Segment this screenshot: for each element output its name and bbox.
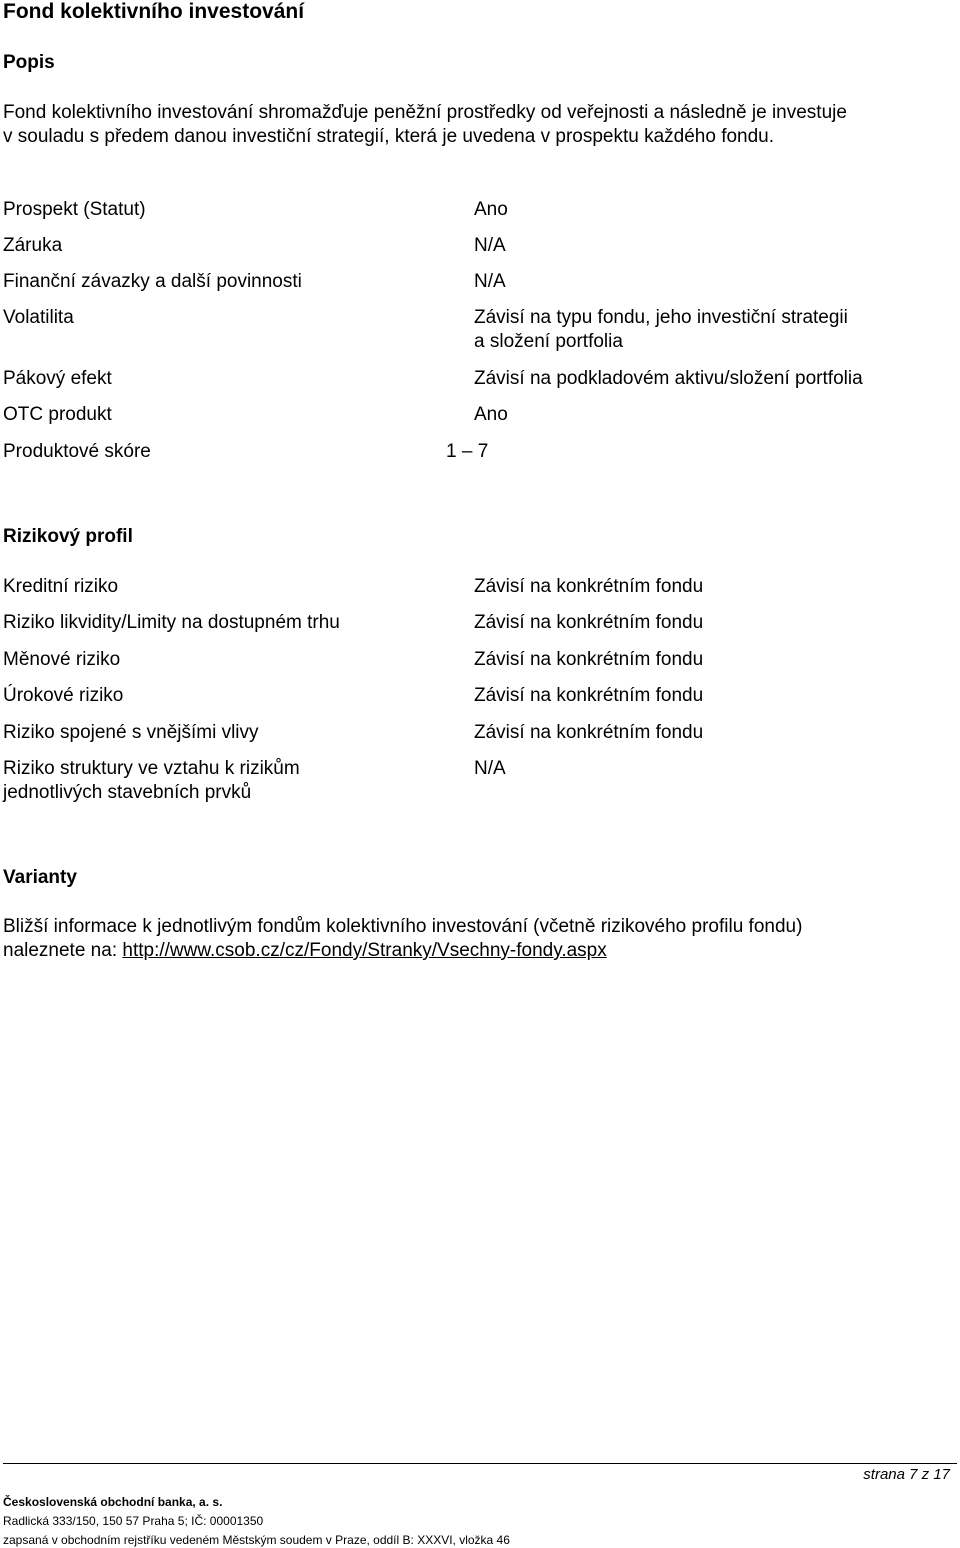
section-heading-popis: Popis	[3, 52, 55, 73]
risk-label-likvidita: Riziko likvidity/Limity na dostupném trhu	[3, 612, 340, 633]
footer-registry: zapsaná v obchodním rejstříku vedeném Městským soudem v Praze, oddíl B: XXXVI, vložka 46	[3, 1533, 510, 1547]
property-value-pakovy-efekt: Závisí na podkladovém aktivu/složení portfolia	[474, 368, 863, 389]
risk-value-likvidita: Závisí na konkrétním fondu	[474, 612, 704, 633]
risk-value-menove: Závisí na konkrétním fondu	[474, 649, 704, 670]
property-label-financni-zavazky: Finanční závazky a další povinnosti	[3, 271, 302, 292]
property-value-otc: Ano	[474, 404, 508, 425]
property-label-volatilita: Volatilita	[3, 307, 74, 328]
popis-text-line1: Fond kolektivního investování shromažďuje peněžní prostředky od veřejnosti a následně je investuje	[3, 102, 847, 123]
section-heading-varianty: Varianty	[3, 867, 77, 888]
property-label-pakovy-efekt: Pákový efekt	[3, 368, 112, 389]
document-title: Fond kolektivního investování	[3, 0, 305, 23]
risk-label-urokove: Úrokové riziko	[3, 685, 124, 706]
footer-address: Radlická 333/150, 150 57 Praha 5; IČ: 00001350	[3, 1514, 264, 1528]
risk-label-struktura-line1: Riziko struktury ve vztahu k rizikům	[3, 758, 300, 779]
risk-label-struktura-line2: jednotlivých stavebních prvků	[3, 782, 252, 803]
variants-text-line1: Bližší informace k jednotlivým fondům kolektivního investování (včetně rizikového profilu fondu)	[3, 916, 803, 937]
property-value-financni-zavazky: N/A	[474, 271, 506, 292]
property-value-volatilita-line1: Závisí na typu fondu, jeho investiční strategii	[474, 307, 848, 328]
property-label-prospekt: Prospekt (Statut)	[3, 199, 146, 220]
footer-company: Československá obchodní banka, a. s.	[3, 1495, 223, 1509]
property-label-produktove-skore: Produktové skóre	[3, 441, 151, 462]
risk-label-menove: Měnové riziko	[3, 649, 121, 670]
risk-value-vnejsi-vlivy: Závisí na konkrétním fondu	[474, 722, 704, 743]
property-value-volatilita-line2: a složení portfolia	[474, 331, 623, 352]
risk-value-kreditni: Závisí na konkrétním fondu	[474, 576, 704, 597]
property-label-otc: OTC produkt	[3, 404, 112, 425]
popis-text-line2: v souladu s předem danou investiční strategií, která je uvedena v prospektu každého fondu.	[3, 126, 775, 147]
footer-divider	[3, 1463, 957, 1464]
risk-value-urokove: Závisí na konkrétním fondu	[474, 685, 704, 706]
variants-text-prefix: naleznete na:	[3, 940, 123, 961]
property-label-zaruka: Záruka	[3, 235, 63, 256]
property-value-prospekt: Ano	[474, 199, 508, 220]
section-heading-rizikovy-profil: Rizikový profil	[3, 526, 133, 547]
property-value-zaruka: N/A	[474, 235, 506, 256]
risk-value-struktura: N/A	[474, 758, 506, 779]
property-value-produktove-skore: 1 – 7	[446, 441, 489, 462]
risk-label-vnejsi-vlivy: Riziko spojené s vnějšími vlivy	[3, 722, 259, 743]
funds-link[interactable]: http://www.csob.cz/cz/Fondy/Stranky/Vsechny-fondy.aspx	[122, 940, 607, 961]
variants-text-line2	[3, 939, 607, 963]
page-number: strana 7 z 17	[863, 1466, 950, 1483]
risk-label-kreditni: Kreditní riziko	[3, 576, 119, 597]
